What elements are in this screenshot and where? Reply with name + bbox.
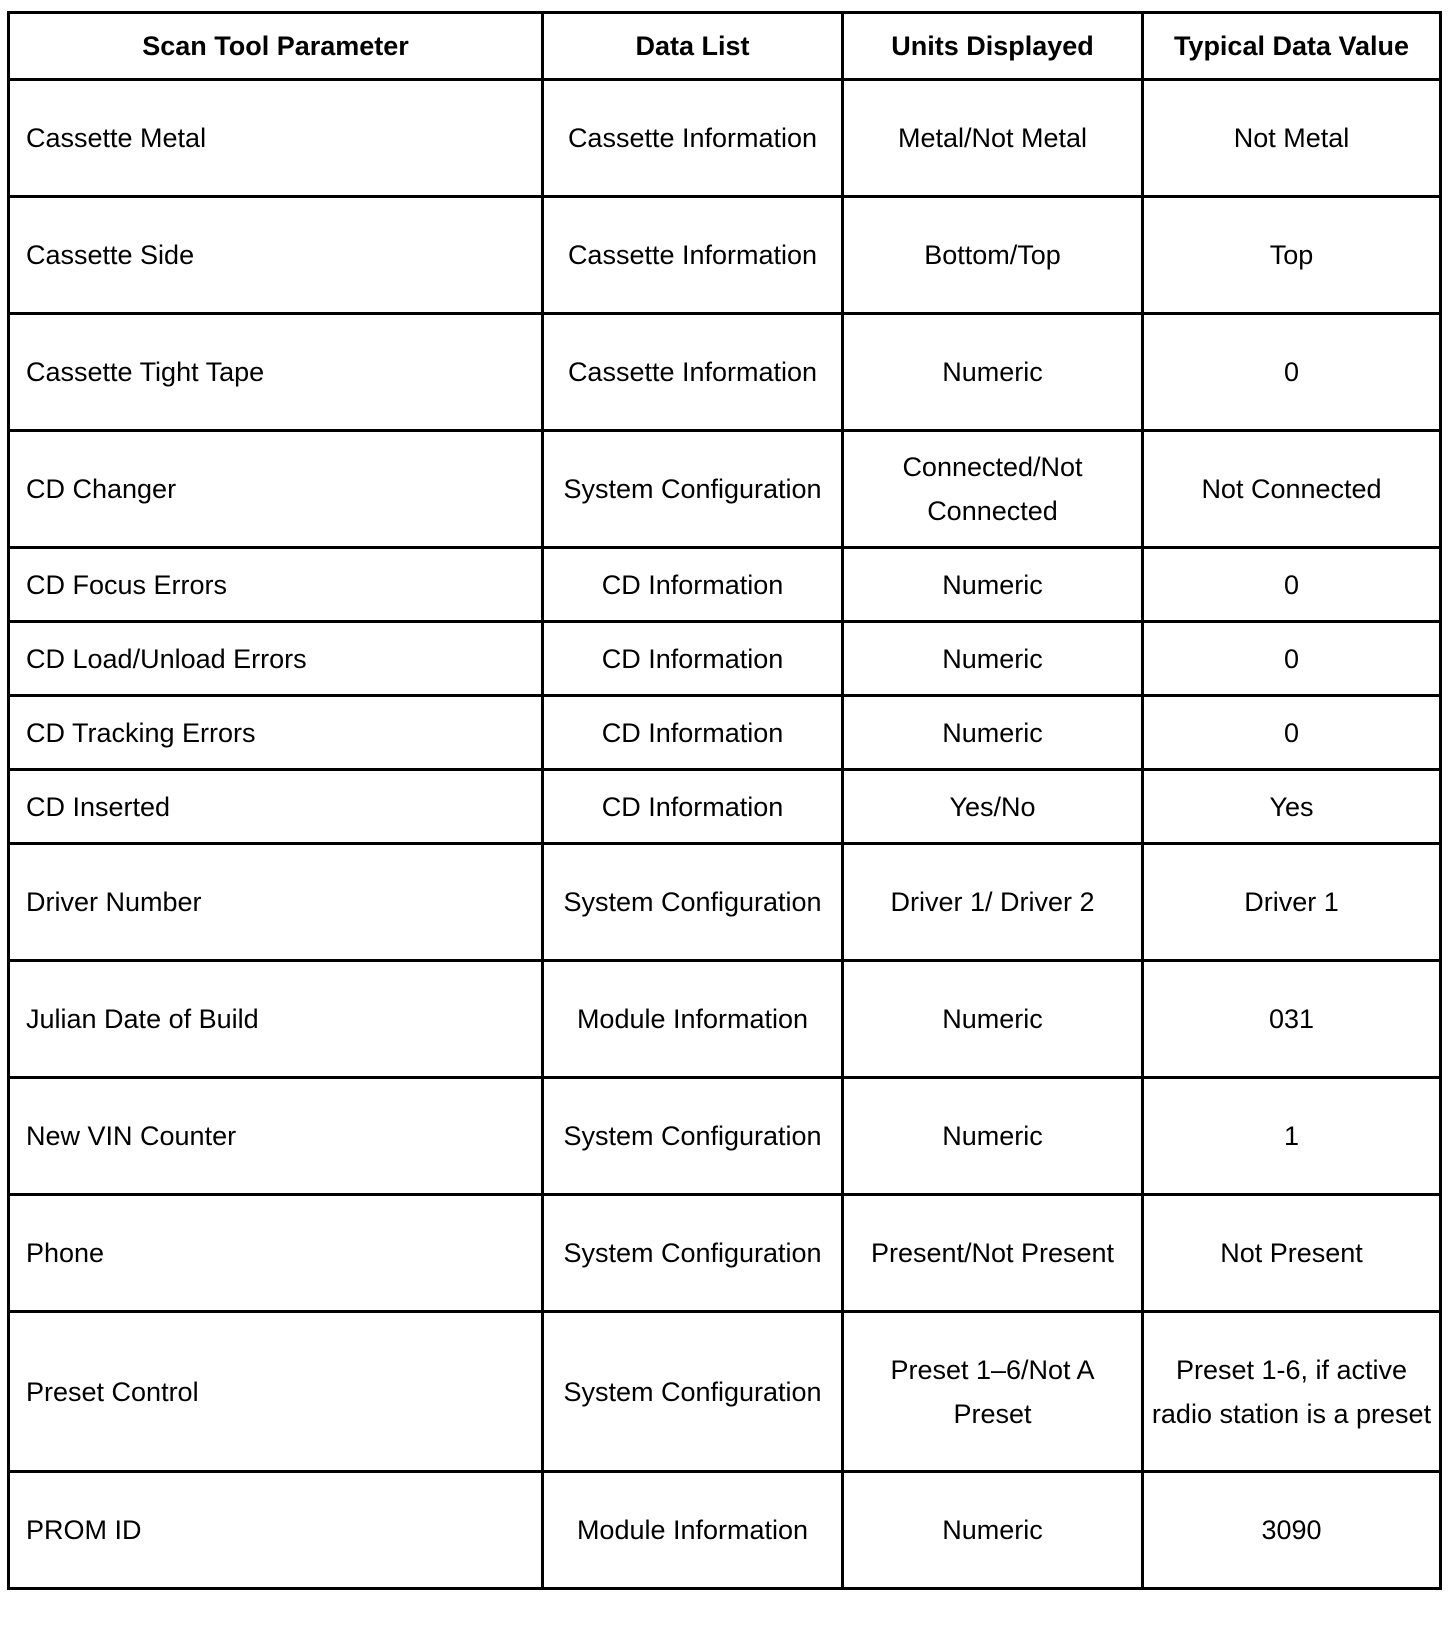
parameter-cell: Cassette Metal	[9, 80, 543, 197]
header-typical-data-value: Typical Data Value	[1143, 13, 1441, 80]
table-row	[9, 696, 1441, 770]
parameter-cell: Cassette Side	[9, 197, 543, 314]
units-cell: Numeric	[843, 314, 1143, 431]
typical-value-cell: Preset 1-6, if active radio station is a preset	[1143, 1312, 1441, 1472]
table-row	[9, 770, 1441, 844]
parameter-cell: Preset Control	[9, 1312, 543, 1472]
typical-value-cell: Driver 1	[1143, 844, 1441, 961]
units-cell: Driver 1/ Driver 2	[843, 844, 1143, 961]
data-list-cell: System Configuration	[543, 844, 843, 961]
data-list-cell: Cassette Information	[543, 314, 843, 431]
units-cell: Numeric	[843, 696, 1143, 770]
units-cell: Numeric	[843, 622, 1143, 696]
typical-value-cell: 0	[1143, 696, 1441, 770]
header-units-displayed: Units Displayed	[843, 13, 1143, 80]
units-cell: Bottom/Top	[843, 197, 1143, 314]
typical-value-cell: 0	[1143, 314, 1441, 431]
parameter-cell: Julian Date of Build	[9, 961, 543, 1078]
units-cell: Numeric	[843, 961, 1143, 1078]
units-cell: Connected/Not Connected	[843, 431, 1143, 548]
table-row	[9, 314, 1441, 431]
table-row	[9, 961, 1441, 1078]
table-row	[9, 1078, 1441, 1195]
typical-value-cell: 3090	[1143, 1472, 1441, 1589]
data-list-cell: CD Information	[543, 622, 843, 696]
parameter-cell: New VIN Counter	[9, 1078, 543, 1195]
typical-value-cell: Top	[1143, 197, 1441, 314]
parameter-cell: Phone	[9, 1195, 543, 1312]
units-cell: Preset 1–6/Not A Preset	[843, 1312, 1143, 1472]
typical-value-cell: Not Connected	[1143, 431, 1441, 548]
parameter-cell: Cassette Tight Tape	[9, 314, 543, 431]
table-header-row	[9, 13, 1441, 80]
table-row	[9, 1472, 1441, 1589]
data-list-cell: Module Information	[543, 961, 843, 1078]
data-list-cell: System Configuration	[543, 1312, 843, 1472]
data-list-cell: Module Information	[543, 1472, 843, 1589]
parameter-cell: Driver Number	[9, 844, 543, 961]
parameter-cell: CD Load/Unload Errors	[9, 622, 543, 696]
parameter-cell: CD Focus Errors	[9, 548, 543, 622]
parameter-cell: PROM ID	[9, 1472, 543, 1589]
data-list-cell: CD Information	[543, 770, 843, 844]
table-row	[9, 1195, 1441, 1312]
table-row	[9, 80, 1441, 197]
table-row	[9, 197, 1441, 314]
header-data-list: Data List	[543, 13, 843, 80]
typical-value-cell: Not Metal	[1143, 80, 1441, 197]
parameter-cell: CD Tracking Errors	[9, 696, 543, 770]
table-row	[9, 431, 1441, 548]
parameter-cell: CD Inserted	[9, 770, 543, 844]
units-cell: Present/Not Present	[843, 1195, 1143, 1312]
scan-tool-data-table	[7, 11, 1442, 1590]
table-row	[9, 622, 1441, 696]
data-list-cell: Cassette Information	[543, 80, 843, 197]
units-cell: Metal/Not Metal	[843, 80, 1143, 197]
data-list-cell: CD Information	[543, 548, 843, 622]
units-cell: Numeric	[843, 1078, 1143, 1195]
typical-value-cell: Yes	[1143, 770, 1441, 844]
data-list-cell: System Configuration	[543, 1195, 843, 1312]
data-list-cell: System Configuration	[543, 1078, 843, 1195]
data-list-cell: Cassette Information	[543, 197, 843, 314]
typical-value-cell: 031	[1143, 961, 1441, 1078]
typical-value-cell: 0	[1143, 622, 1441, 696]
table-row	[9, 1312, 1441, 1472]
typical-value-cell: Not Present	[1143, 1195, 1441, 1312]
units-cell: Numeric	[843, 548, 1143, 622]
data-list-cell: CD Information	[543, 696, 843, 770]
units-cell: Yes/No	[843, 770, 1143, 844]
typical-value-cell: 1	[1143, 1078, 1441, 1195]
table-row	[9, 548, 1441, 622]
typical-value-cell: 0	[1143, 548, 1441, 622]
data-list-cell: System Configuration	[543, 431, 843, 548]
table-row	[9, 844, 1441, 961]
units-cell: Numeric	[843, 1472, 1143, 1589]
parameter-cell: CD Changer	[9, 431, 543, 548]
header-scan-tool-parameter: Scan Tool Parameter	[9, 13, 543, 80]
